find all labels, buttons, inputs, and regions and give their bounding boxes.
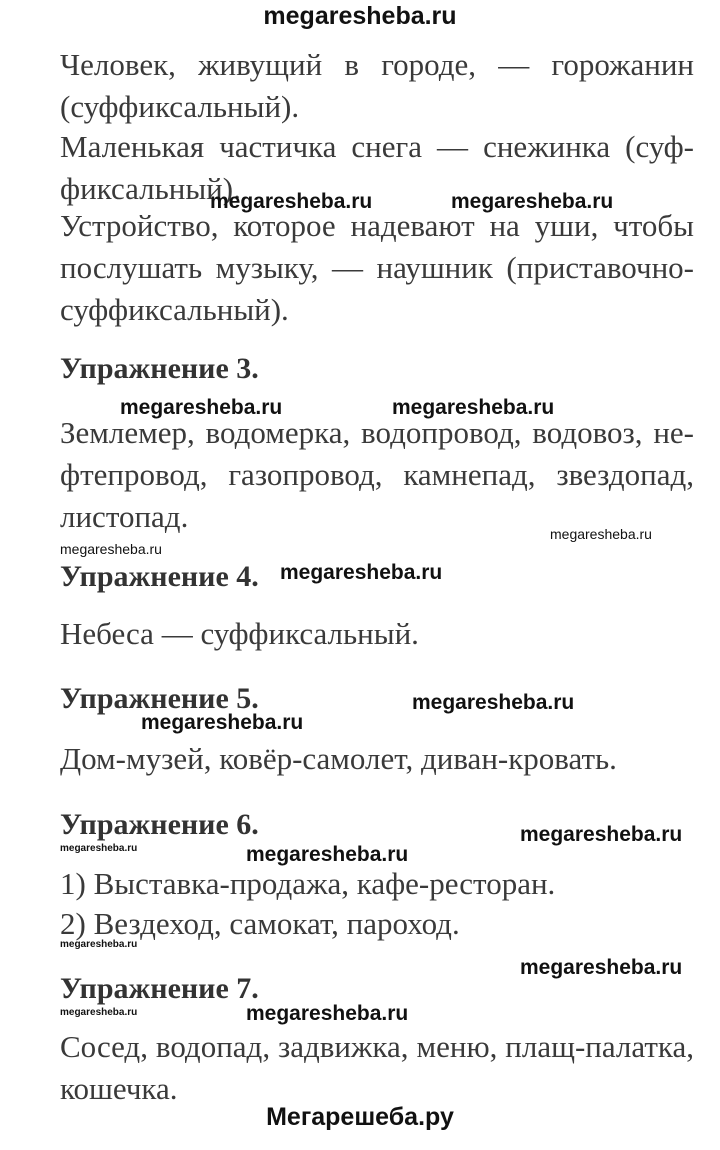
watermark: megaresheba.ru (210, 190, 373, 213)
exercise-3-text: Землемер, водомерка, водопровод, водовоз, нефтепровод, газопровод, камнепад, звездопад, листопад. (60, 415, 694, 534)
watermark: megaresheba.ru (246, 843, 409, 866)
exercise-6-title: Упражнение 6. (60, 808, 259, 841)
exercise-7-title: Упражнение 7. (60, 972, 259, 1005)
watermark: megaresheba.ru (412, 691, 575, 714)
site-footer: Мегарешеба.ру (266, 1103, 454, 1131)
exercise-7-text: Сосед, водопад, задвижка, меню, плащ-палатка, кошечка. (60, 1029, 694, 1106)
watermark: megaresheba.ru (60, 541, 162, 557)
watermark: megaresheba.ru (60, 1007, 138, 1018)
paragraph-2: Маленькая частичка снега — снежинка (суффиксальный). (60, 129, 694, 206)
exercise-5-title: Упражнение 5. (60, 682, 259, 715)
exercise-4-text: Небеса — суффиксальный. (60, 616, 419, 651)
exercise-6-line-1: 1) Выставка-продажа, кафе-ресторан. (60, 866, 556, 901)
exercise-3-title: Упражнение 3. (60, 352, 259, 385)
paragraph-3: Устройство, которое надевают на уши, чтобы послушать музыку, — наушник (приставочно-суффиксальный). (60, 208, 694, 327)
site-header: megaresheba.ru (263, 2, 457, 30)
exercise-5-text: Дом-музей, ковёр-самолет, диван-кровать. (60, 741, 617, 776)
watermark: megaresheba.ru (520, 823, 683, 846)
exercise-4-title: Упражнение 4. (60, 560, 259, 593)
watermark: megaresheba.ru (141, 711, 304, 734)
watermark: megaresheba.ru (120, 396, 283, 419)
watermark: megaresheba.ru (60, 843, 138, 854)
watermark: megaresheba.ru (280, 561, 443, 584)
paragraph-1: Человек, живущий в городе, — горожанин (суффиксальный). (60, 47, 694, 124)
watermark: megaresheba.ru (520, 956, 683, 979)
watermark: megaresheba.ru (60, 939, 138, 950)
exercise-6-line-2: 2) Вездеход, самокат, пароход. (60, 906, 460, 941)
watermark: megaresheba.ru (550, 526, 652, 542)
watermark: megaresheba.ru (246, 1002, 409, 1025)
watermark: megaresheba.ru (392, 396, 555, 419)
watermark: megaresheba.ru (451, 190, 614, 213)
